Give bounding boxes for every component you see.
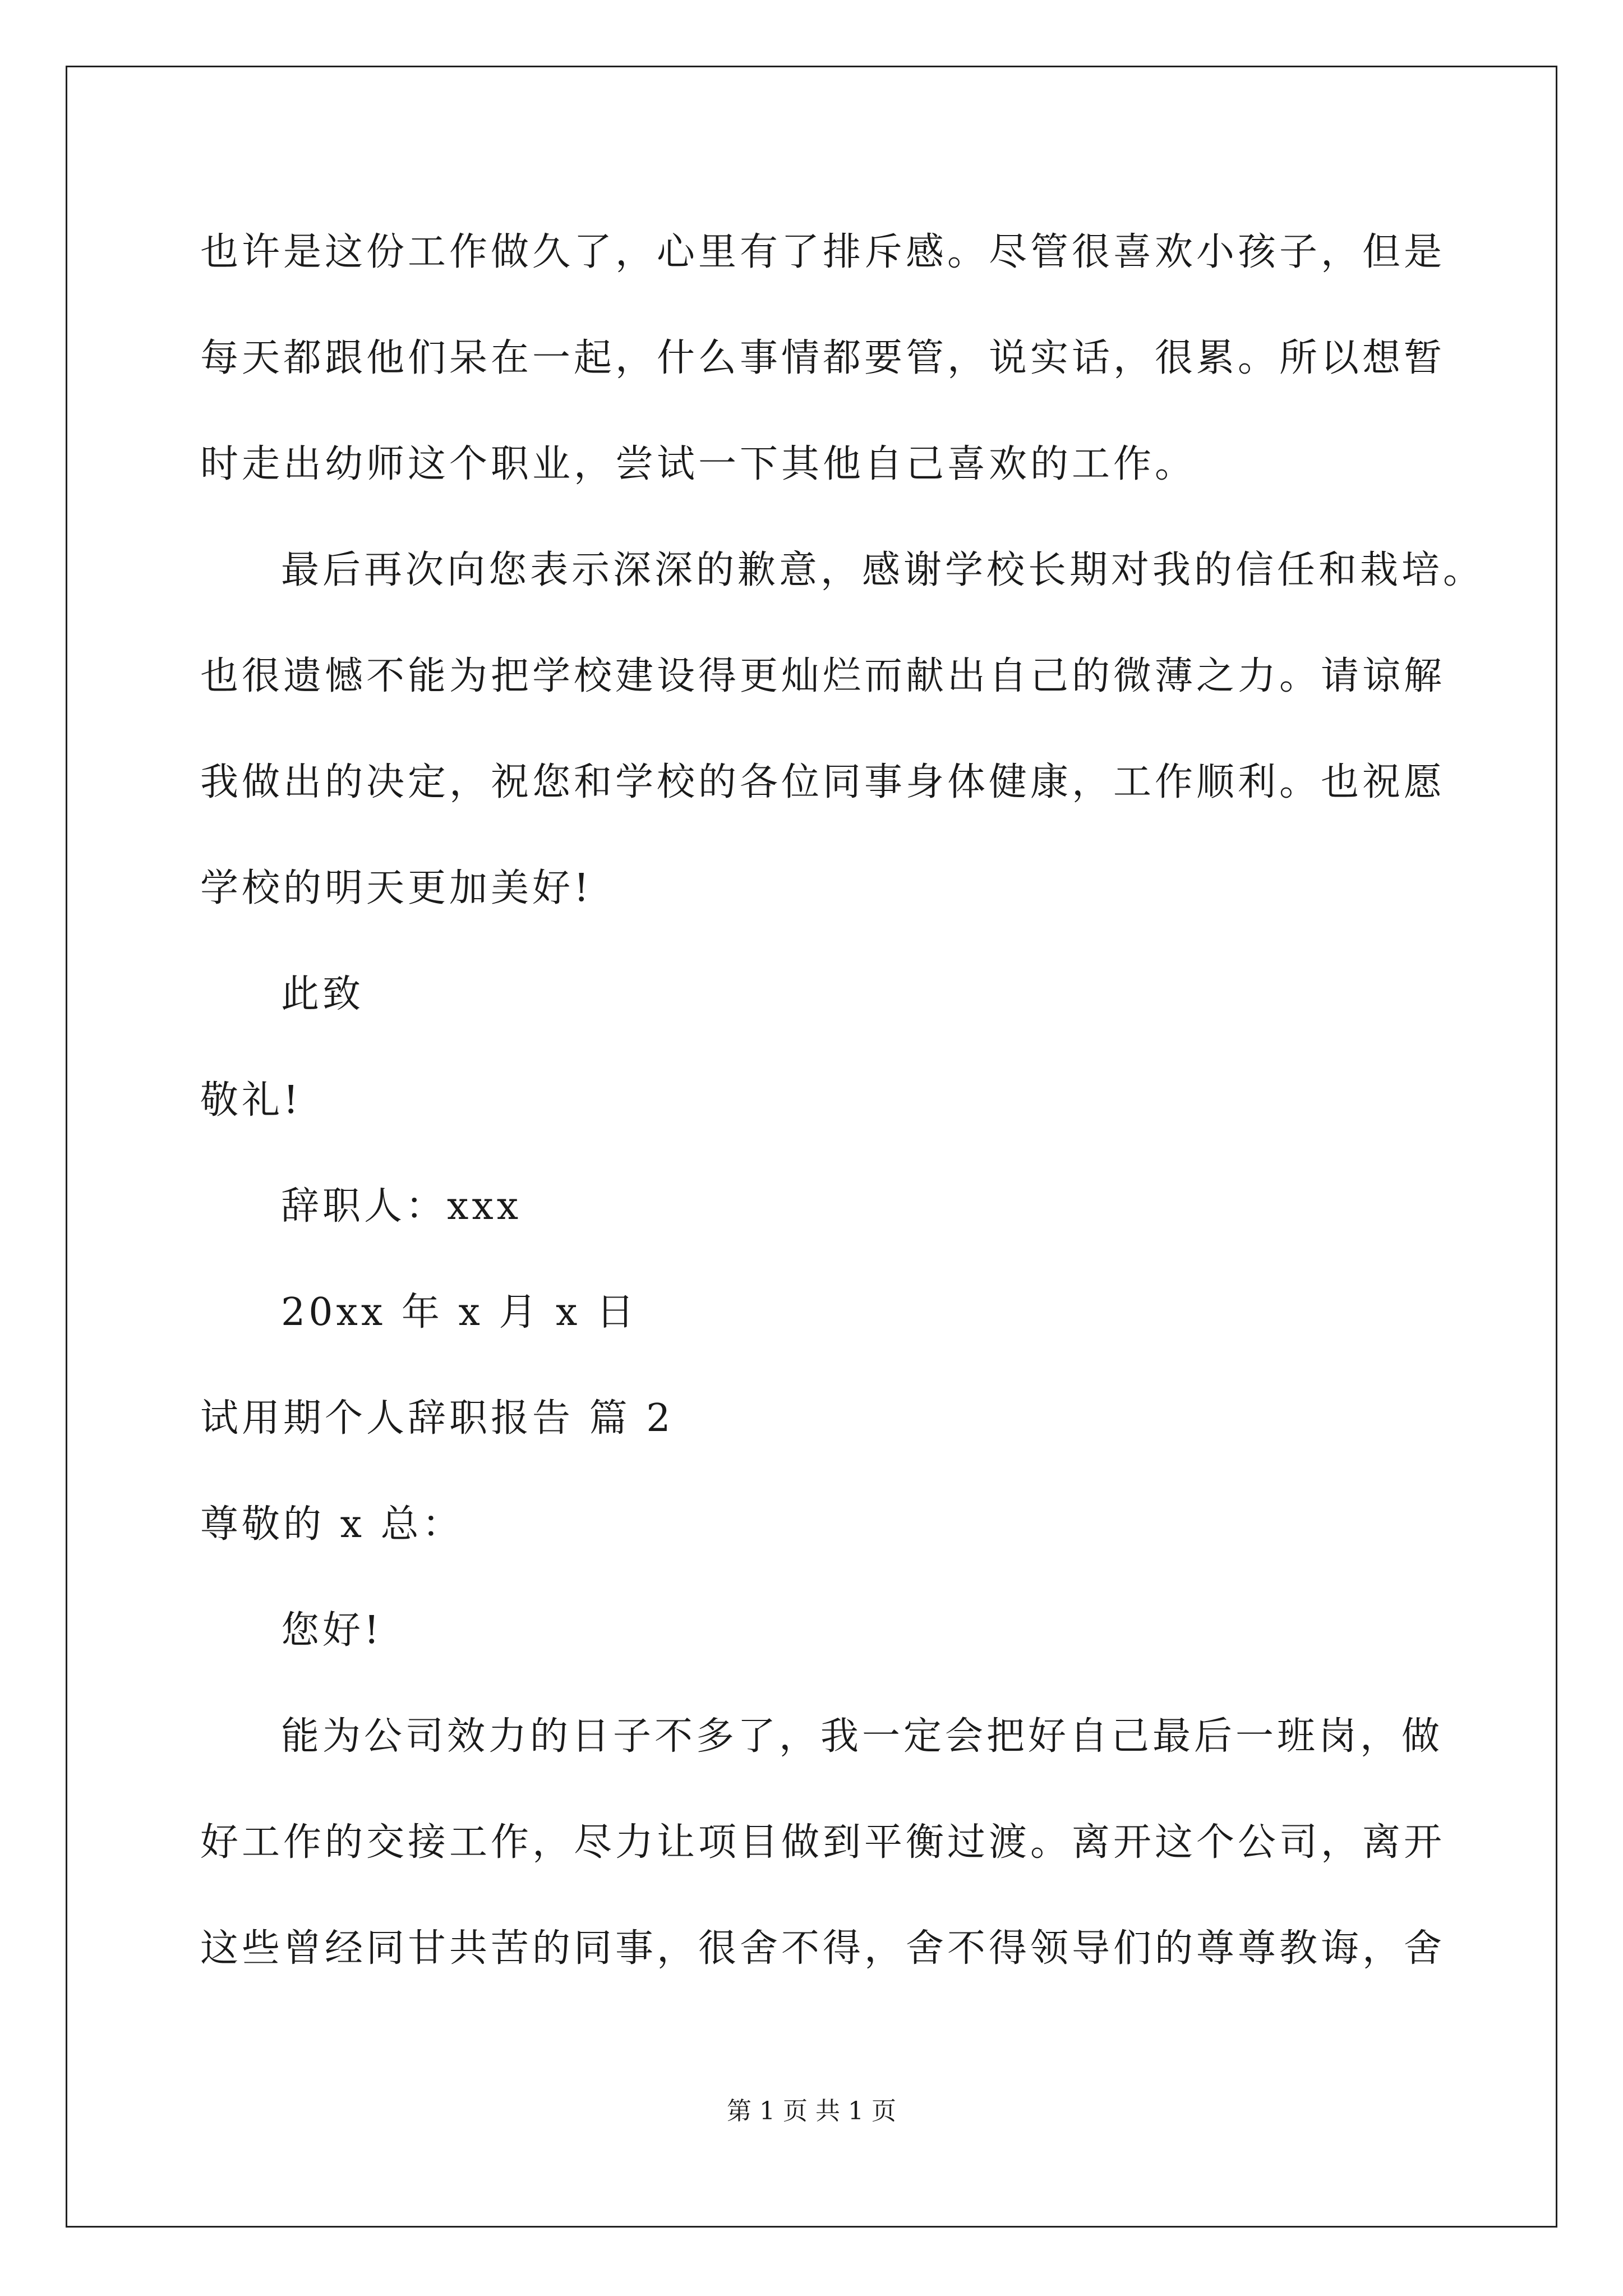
text-line: 我做出的决定，祝您和学校的各位同事身体健康，工作顺利。也祝愿 [200, 760, 1446, 804]
text-line: 学校的明天更加美好! [200, 866, 593, 910]
text-line: 每天都跟他们呆在一起，什么事情都要管，说实话，很累。所以想暂 [200, 336, 1446, 380]
section-title: 试用期个人辞职报告 篇 2 [200, 1396, 674, 1441]
text-line: 时走出幼师这个职业，尝试一下其他自己喜欢的工作。 [200, 442, 1197, 486]
text-line: 也许是这份工作做久了，心里有了排斥感。尽管很喜欢小孩子，但是 [200, 230, 1446, 274]
letter-hello: 您好! [281, 1608, 383, 1653]
closing-salutation: 此致 [281, 972, 365, 1016]
letter-greeting: 尊敬的 x 总： [200, 1502, 464, 1547]
closing-regards: 敬礼! [200, 1078, 302, 1122]
signature-name: 辞职人：xxx [281, 1184, 522, 1228]
text-line: 也很遗憾不能为把学校建设得更灿烂而献出自己的微薄之力。请谅解 [200, 654, 1446, 698]
text-line: 好工作的交接工作，尽力让项目做到平衡过渡。离开这个公司，离开 [200, 1820, 1446, 1865]
page-footer: 第 1 页 共 1 页 [727, 2097, 896, 2125]
text-line: 能为公司效力的日子不多了，我一定会把好自己最后一班岗，做 [281, 1714, 1444, 1759]
text-line: 这些曾经同甘共苦的同事，很舍不得，舍不得领导们的尊尊教诲，舍 [200, 1926, 1446, 1971]
page-border [66, 66, 1557, 2228]
text-line: 最后再次向您表示深深的歉意，感谢学校长期对我的信任和栽培。 [281, 548, 1485, 592]
signature-date: 20xx 年 x 月 x 日 [281, 1290, 638, 1335]
